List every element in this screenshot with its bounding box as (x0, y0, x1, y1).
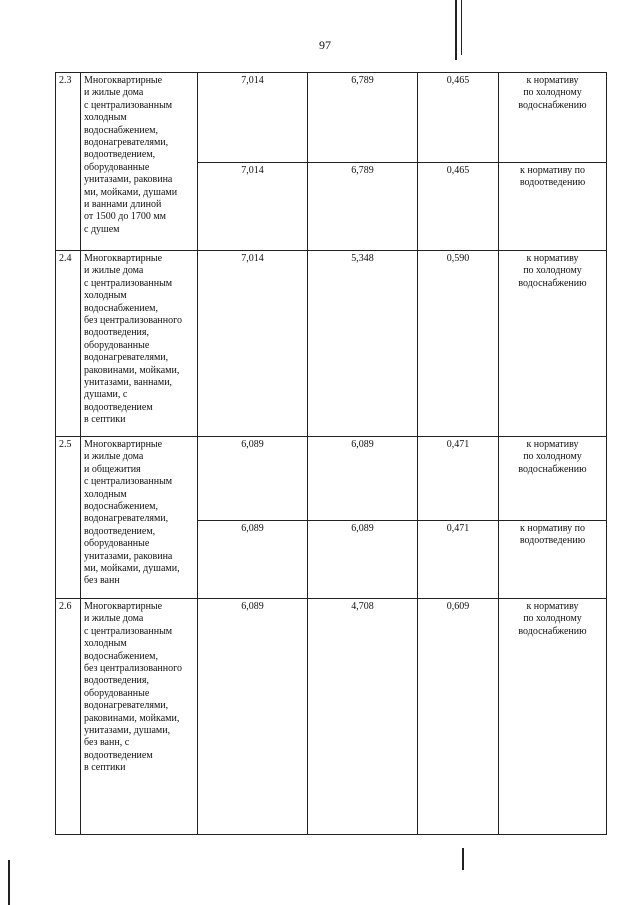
scan-mark (461, 0, 462, 55)
value-cell: 0,471 (418, 521, 499, 599)
norms-table (55, 72, 607, 835)
row-description: Многоквартирные и жилые дома с централизованным холодным водоснабжением, без централизованного водоотведения, оборудованные водонагревателями, раковинами, мойками, унитазами, ваннами, душами, с водоотведением в септики (81, 251, 198, 437)
value-cell: 7,014 (198, 251, 308, 437)
value-cell: 6,789 (308, 73, 418, 163)
scan-mark (8, 860, 10, 905)
note-cell: к нормативу по водоотведению (499, 521, 607, 599)
value-cell: 0,465 (418, 73, 499, 163)
scan-mark (462, 848, 464, 870)
page-number: 97 (319, 38, 331, 52)
value-cell: 6,089 (308, 437, 418, 521)
row-number: 2.4 (56, 251, 81, 437)
row-description: Многоквартирные и жилые дома с централизованным холодным водоснабжением, без централизованного водоотведения, оборудованные водонагревателями, раковинами, мойками, унитазами, душами, без ванн, с водоотведением в септики (81, 599, 198, 835)
note-cell: к нормативу по холодному водоснабжению (499, 251, 607, 437)
value-cell: 0,590 (418, 251, 499, 437)
value-cell: 5,348 (308, 251, 418, 437)
value-cell: 6,089 (308, 521, 418, 599)
value-cell: 6,089 (198, 599, 308, 835)
value-cell: 6,089 (198, 437, 308, 521)
note-cell: к нормативу по холодному водоснабжению (499, 437, 607, 521)
value-cell: 6,089 (198, 521, 308, 599)
row-number: 2.6 (56, 599, 81, 835)
value-cell: 7,014 (198, 163, 308, 251)
note-cell: к нормативу по холодному водоснабжению (499, 599, 607, 835)
value-cell: 4,708 (308, 599, 418, 835)
row-number: 2.5 (56, 437, 81, 599)
note-cell: к нормативу по водоотведению (499, 163, 607, 251)
value-cell: 0,465 (418, 163, 499, 251)
note-cell: к нормативу по холодному водоснабжению (499, 73, 607, 163)
row-description: Многоквартирные и жилые дома и общежития с централизованным холодным водоснабжением, водонагревателями, водоотведением, оборудованные унитазами, раковина ми, мойками, душами, без ванн (81, 437, 198, 599)
table-row (56, 599, 607, 835)
table-row (56, 437, 607, 521)
row-description: Многоквартирные и жилые дома с централизованным холодным водоснабжением, водонагревателями, водоотведением, оборудованные унитазами, раковина ми, мойками, душами и ваннами длиной от 1500 до 1700 мм с душем (81, 73, 198, 251)
row-number: 2.3 (56, 73, 81, 251)
table-row (56, 73, 607, 163)
value-cell: 7,014 (198, 73, 308, 163)
value-cell: 0,609 (418, 599, 499, 835)
value-cell: 0,471 (418, 437, 499, 521)
value-cell: 6,789 (308, 163, 418, 251)
table-row (56, 251, 607, 437)
scan-mark (455, 0, 457, 60)
